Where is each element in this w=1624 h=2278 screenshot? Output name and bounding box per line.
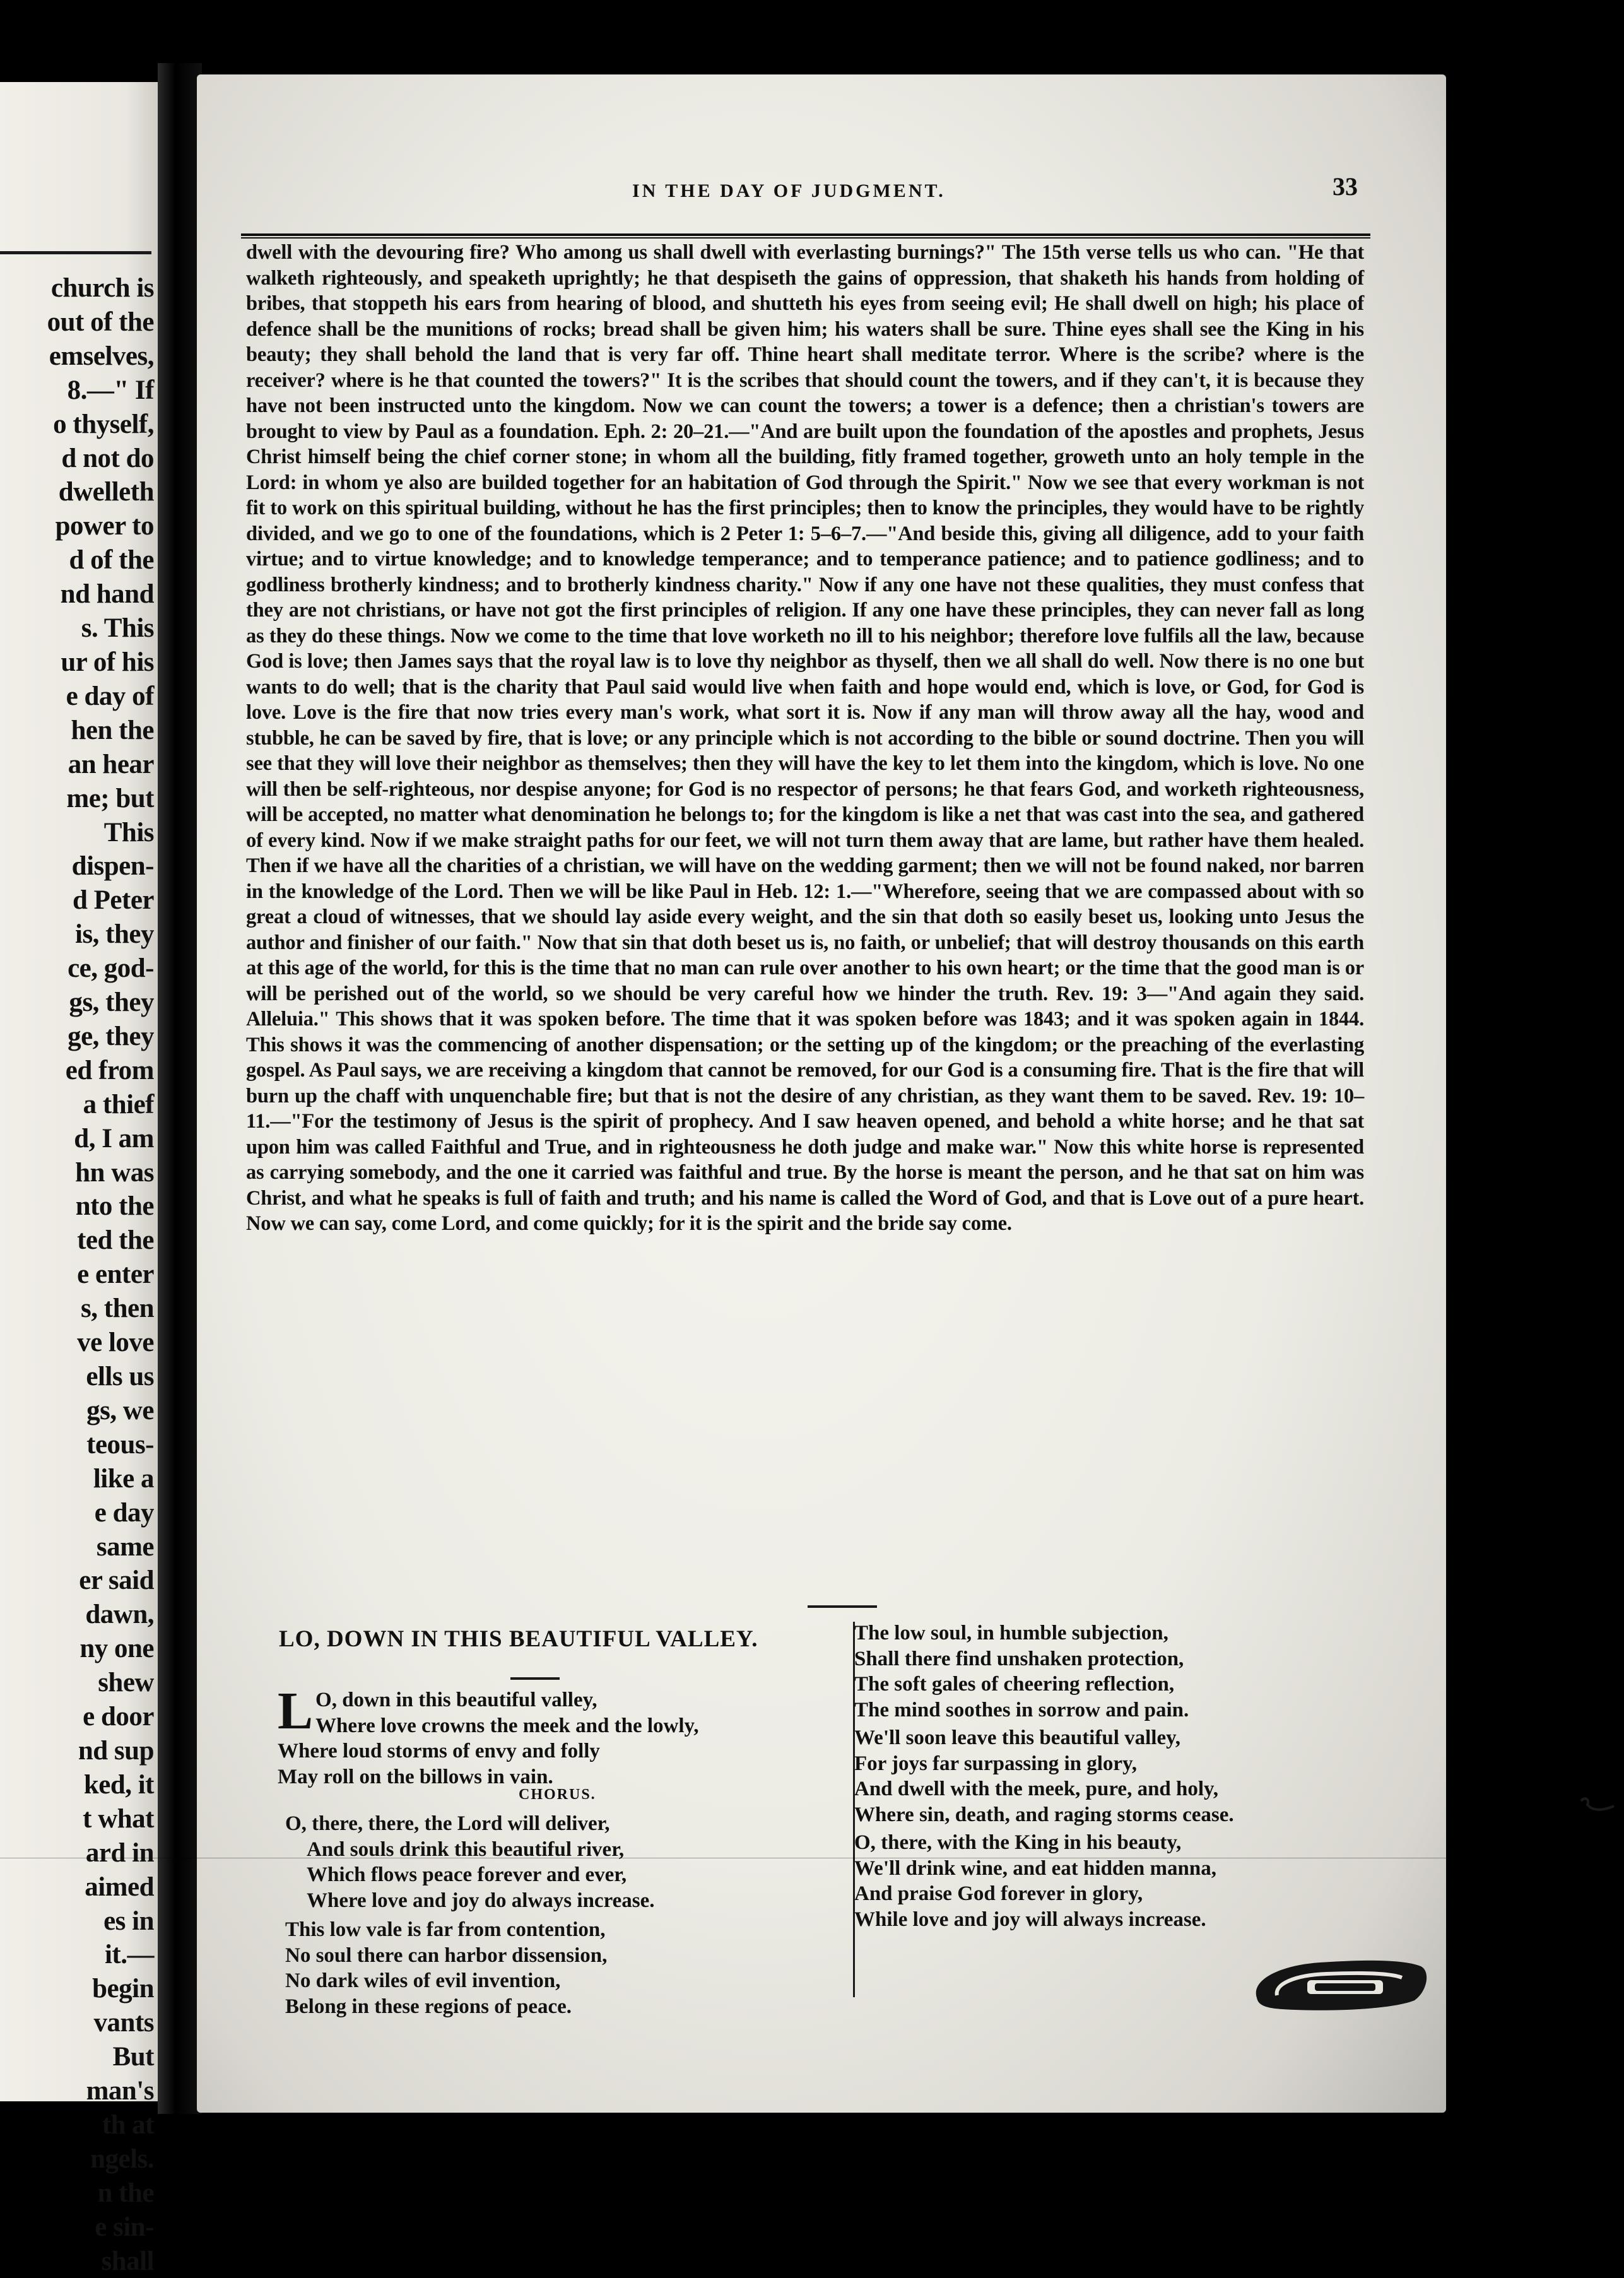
- previous-page-fragment: man's: [86, 2076, 154, 2106]
- previous-page-fragment: e day: [94, 1497, 154, 1528]
- header-rule: [241, 233, 1370, 239]
- previous-page-fragment: dawn,: [85, 1600, 154, 1630]
- poem-line: May roll on the billows in vain.: [278, 1765, 553, 1788]
- previous-page-fragment: it.—: [104, 1940, 154, 1970]
- previous-page-fragment: hen the: [71, 715, 154, 745]
- previous-page-fragment: aimed: [85, 1872, 154, 1902]
- poem-line: And dwell with the meek, pure, and holy,: [854, 1778, 1218, 1800]
- previous-page-fragment: ge, they: [68, 1021, 154, 1051]
- poem-line: This low vale is far from contention,: [285, 1918, 606, 1941]
- poem-stanza-3: [854, 1620, 1189, 1723]
- poem-line: Where love crowns the meek and the lowly,: [315, 1714, 699, 1737]
- previous-page-fragment: ngels.: [90, 2144, 154, 2174]
- previous-page-fragment: ells us: [86, 1362, 154, 1391]
- poem-title-rule: [510, 1677, 560, 1680]
- previous-page-rule: [0, 251, 151, 254]
- previous-page-fragment: emselves,: [49, 341, 154, 371]
- poem-line: The low soul, in humble subjection,: [854, 1622, 1168, 1644]
- previous-page-fragment: an hear: [68, 749, 154, 779]
- poem-line: Which flows peace forever and ever,: [307, 1863, 627, 1886]
- poem-line: No dark wiles of evil invention,: [285, 1969, 561, 1992]
- previous-page-fragment: e sin-: [95, 2212, 154, 2242]
- previous-page-fragment: begin: [92, 1974, 154, 2004]
- poem-line: No soul there can harbor dissension,: [285, 1944, 608, 1967]
- previous-page-fragment: nd hand: [60, 579, 154, 610]
- poem-line: For joys far surpassing in glory,: [854, 1752, 1137, 1775]
- previous-page-fragment: nd sup: [78, 1735, 154, 1766]
- poem-line: Where love and joy do always increase.: [307, 1889, 655, 1912]
- previous-page-fragment: gs, we: [86, 1395, 154, 1425]
- previous-page-fragment: ard in: [85, 1838, 154, 1868]
- book-page: [197, 74, 1446, 2113]
- previous-page-fragment: d not do: [61, 443, 154, 473]
- poem-line: Where sin, death, and raging storms cease.: [854, 1803, 1234, 1826]
- previous-page-text-fragments: [0, 271, 158, 2278]
- previous-page-fragment: same: [96, 1531, 154, 1562]
- page-number: 33: [1333, 172, 1358, 201]
- previous-page-fragment: es in: [103, 1906, 154, 1936]
- previous-page-fragment: teous-: [86, 1429, 154, 1460]
- previous-page-fragment: ted the: [77, 1225, 154, 1256]
- previous-page-fragment: me; but: [66, 783, 154, 813]
- previous-page-fragment: is, they: [75, 919, 154, 950]
- section-divider: [808, 1605, 877, 1608]
- page-header: [197, 172, 1446, 218]
- previous-page-fragment: d of the: [69, 545, 154, 575]
- poem-line: Shall there find unshaken protection,: [854, 1647, 1184, 1670]
- stray-ink-mark: [1579, 1793, 1616, 1815]
- poem-line: And souls drink this beautiful river,: [307, 1838, 625, 1861]
- previous-page-fragment: church is: [50, 273, 154, 303]
- previous-page-fragment: er said: [79, 1566, 154, 1596]
- previous-page-fragment: e enter: [77, 1260, 154, 1290]
- poem-line: We'll soon leave this beautiful valley,: [854, 1726, 1181, 1749]
- previous-page-fragment: shew: [98, 1668, 154, 1698]
- previous-page-fragment: This: [103, 817, 154, 847]
- poem-line: O, there, with the King in his beauty,: [854, 1831, 1182, 1854]
- previous-page-fragment: nto the: [75, 1191, 154, 1222]
- previous-page-fragment: d, I am: [74, 1123, 154, 1154]
- poem-line: O, down in this beautiful valley,: [315, 1689, 597, 1711]
- previous-page-fragment: hn was: [75, 1157, 154, 1188]
- running-title: IN THE DAY OF JUDGMENT.: [632, 180, 946, 201]
- previous-page-fragment: out of the: [47, 307, 154, 337]
- previous-page-fragment: e door: [83, 1702, 154, 1732]
- poem-line: While love and joy will always increase.: [854, 1908, 1206, 1931]
- book-gutter: [158, 63, 202, 2114]
- previous-page-fragment: shall: [101, 2246, 154, 2276]
- poem-line: The mind soothes in sorrow and pain.: [854, 1698, 1189, 1721]
- previous-page-fragment: e day of: [66, 681, 154, 711]
- previous-page-fragment: o thyself,: [53, 409, 154, 439]
- previous-page-fragment: ny one: [79, 1634, 154, 1664]
- poem-stanza-2: [285, 1917, 607, 2019]
- poem-stanza-5: [854, 1830, 1216, 1932]
- poem-chorus: [285, 1811, 655, 1913]
- previous-page-fragment: power to: [55, 511, 154, 541]
- poem-stanza-4: [854, 1725, 1234, 1827]
- previous-page-fragment: like a: [93, 1463, 154, 1494]
- poem-line: Where loud storms of envy and folly: [278, 1740, 600, 1762]
- previous-page-fragment: ed from: [65, 1055, 154, 1085]
- tailpiece-ornament: [1244, 1954, 1432, 2013]
- previous-page-fragment: a thief: [83, 1089, 154, 1119]
- poem-line: O, there, there, the Lord will deliver,: [285, 1812, 610, 1835]
- previous-page-strip: [0, 82, 158, 2276]
- previous-page-fragment: gs, they: [69, 988, 154, 1018]
- previous-page-fragment: ked, it: [83, 1769, 154, 1800]
- previous-page-fragment: But: [112, 2042, 154, 2072]
- previous-page-fragment: dispen-: [71, 851, 154, 882]
- body-paragraph: dwell with the devouring fire? Who among us shall dwell with everlasting burnings?" The 15th verse tells us who can. "He that walketh righteously, and speaketh uprightly; he that despiseth the gains of oppression, that shaketh his hands from holding of bribes, that stoppeth his ears from hearing of blood, and shutteth his eyes from seeing evil; He shall dwell on high; his place of defence shall be the munitions of rocks; bread shall be given him; his waters shall be sure. Thine eyes shall see the King in his beauty; they shall behold the land that is very far off. Thine heart shall meditate terror. Where is the scribe? where is the receiver? where is he that counted the towers?" It is the scribes that should count the towers, and if they can't, it is because they have not been instructed unto the kingdom. Now we can count the towers; a tower is a defence; then a christian's towers are brought to view by Paul as a foundation. Eph. 2: 20–21.—"And are built upon the foundation of the apostles and prophets, Jesus Christ himself being the chief corner stone; in whom all the building, fitly framed together, groweth unto an holy temple in the Lord: in whom ye also are builded together for an habitation of God through the Spirit." Now we see that every workman is not fit to work on this spiritual building, without he has the first principles; then to know the principles, they would have to be rightly divided, and we go to one of the foundations, which is 2 Peter 1: 5–6–7.—"And beside this, giving all diligence, add to your faith virtue; and to virtue knowledge; and to knowledge temperance; and to temperance patience; and to patience godliness; and to godliness brotherly kindness; and to brotherly kindness charity." Now if any one have not these qualities, they must confess that they are not christians, or have not got the first principles of religion. If any one have these principles, they can never fall as long as they do these things. Now we come to the time that love worketh no ill to his neighbor; therefore love fulfils all the law, because God is love; then James says that the royal law is to love thy neighbor as thyself, then we all shall do well. Now there is no one but wants to do well; that is the charity that Paul said would live when faith and hope would end, which is love, or God, for God is love. Love is the fire that now tries every man's work, what sort it is. Now if any man will throw away all the hay, wood and stubble, he can be saved by fire, that is love; or any principle which is not according to the bible or sound doctrine. Then you will see that they will love their neighbor as themselves; then they will have the key to let them into the kingdom, which is love. No one will then be self-righteous, nor despise anyone; for God is no respector of persons; he that fears God, and worketh righteousness, will be accepted, no matter what denomination he belongs to; for the kingdom is like a net that was cast into the sea, and gathered of every kind. Now if we make straight paths for our feet, we will not turn them away that are lame, but rather have them healed. Then if we have all the charities of a christian, we will have on the wedding garment; then we will not be found naked, nor barren in the knowledge of the Lord. Then we will be like Paul in Heb. 12: 1.—"Wherefore, seeing that we are compassed about with so great a cloud of witnesses, that we should lay aside every weight, and the sin that doth so easily beset us, looking unto Jesus the author and finisher of our faith." Now that sin that doth beset us is, no faith, or unbelief; that will destroy thousands on this earth at this age of the world, for this is the time that no man can rule over another to his own heart; or the time that the good man is or will be perished out of the world, so we should be very careful how we hinder the truth. Rev. 19: 3—"And again they said. Alleluia." This shows that it was spoken before. The time that it was spoken before was 1843; and it was spoken again in 1844. This shows it was the commencing of another dispensation; or the setting up of the kingdom; or the preaching of the everlasting gospel. As Paul says, we are receiving a kingdom that cannot be removed, for our God is a consuming fire. That is the fire that will burn up the chaff with unquenchable fire; but that is not the desire of any christian, as they want them to be saved. Rev. 19: 10–11.—"For the testimony of Jesus is the spirit of prophecy. And I saw heaven opened, and behold a white horse; and he that sat upon him was called Faithful and True, and in righteousness he doth judge and make war." Now this white horse is represented as carrying somebody, and the one it carried was faithful and true. By the horse is meant the person, and he that sat on him was Christ, and what he speaks is full of faith and truth; and his name is called the Word of God, and that is Love out of a pure heart. Now we can say, come Lord, and come quickly; for it is the spirit and the bride say come.: [246, 241, 1364, 1235]
- poem-line: Belong in these regions of peace.: [285, 1995, 572, 2018]
- previous-page-fragment: ve love: [77, 1328, 154, 1358]
- poem-stanza-1: [278, 1682, 699, 1790]
- previous-page-fragment: ce, god-: [68, 953, 154, 984]
- poem-line: The soft gales of cheering reflection,: [854, 1673, 1175, 1696]
- previous-page-fragment: vants: [93, 2008, 154, 2038]
- drop-cap: L: [278, 1682, 314, 1740]
- chorus-label: CHORUS.: [519, 1786, 596, 1803]
- poem-line: We'll drink wine, and eat hidden manna,: [854, 1856, 1216, 1880]
- previous-page-fragment: th at: [102, 2110, 154, 2140]
- previous-page-fragment: dwelleth: [58, 477, 154, 507]
- previous-page-fragment: ur of his: [61, 647, 154, 677]
- poem-title: LO, DOWN IN THIS BEAUTIFUL VALLEY.: [279, 1626, 758, 1652]
- previous-page-fragment: 8.—" If: [67, 375, 154, 405]
- previous-page-fragment: n the: [97, 2178, 154, 2208]
- previous-page-fragment: s. This: [81, 613, 154, 644]
- previous-page-fragment: s, then: [81, 1294, 154, 1324]
- previous-page-fragment: d Peter: [72, 885, 154, 916]
- previous-page-fragment: t what: [83, 1803, 154, 1834]
- poem-line: And praise God forever in glory,: [854, 1882, 1143, 1905]
